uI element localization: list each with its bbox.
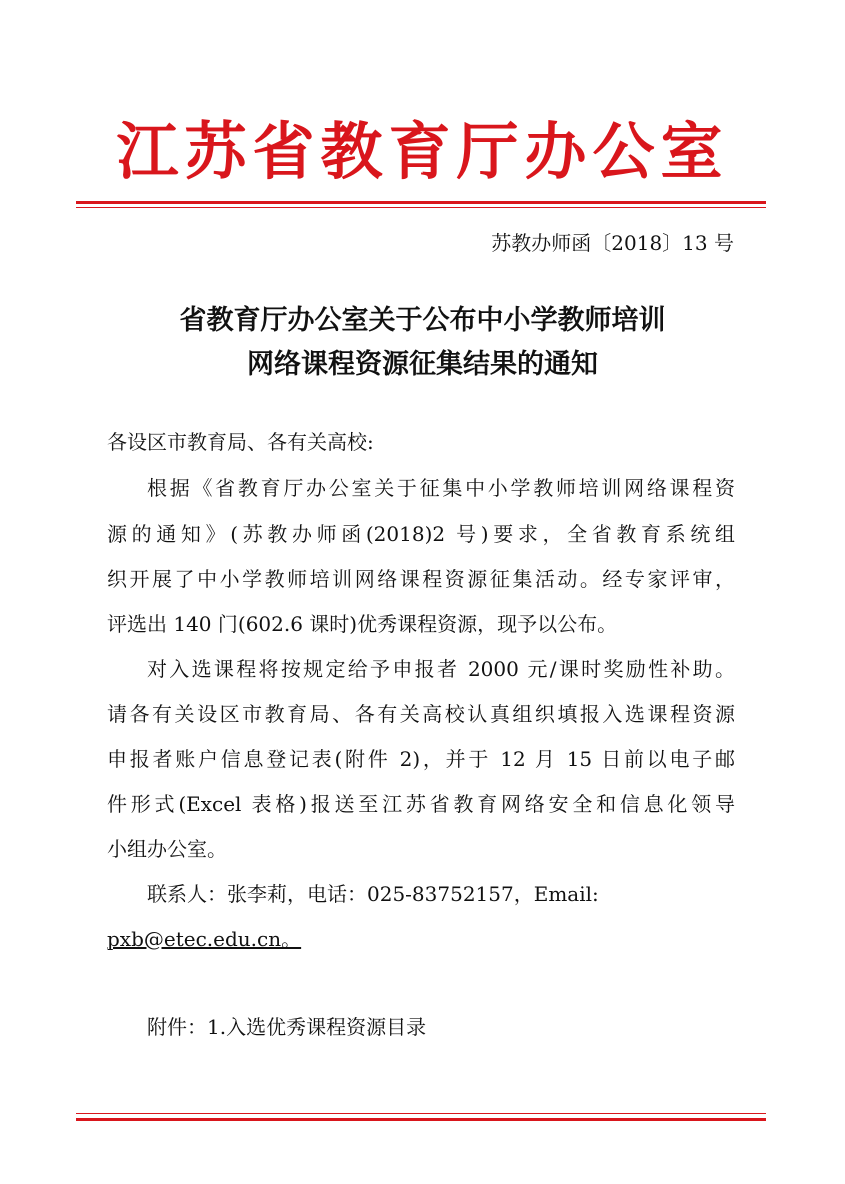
footer-rule-thick: [76, 1118, 766, 1121]
salutation: 各设区市教育局、各有关高校:: [107, 430, 374, 454]
body-line: 源的通知》(苏教办师函(2018)2 号)要求，全省教育系统组: [107, 522, 735, 546]
header-rule-thin: [76, 207, 766, 208]
body-line: 请各有关设区市教育局、各有关高校认真组织填报入选课程资源: [107, 702, 735, 726]
email-link[interactable]: pxb@etec.edu.cn。: [107, 927, 302, 951]
body-line: 对入选课程将按规定给予申报者 2000 元/课时奖励性补助。: [147, 657, 735, 681]
header-rule-thick: [76, 201, 766, 204]
document-number: 苏教办师函〔2018〕13 号: [491, 231, 734, 255]
document-title-line-2: 网络课程资源征集结果的通知: [247, 349, 598, 380]
body-line: 小组办公室。: [107, 837, 227, 861]
document-title-line-1: 省教育厅办公室关于公布中小学教师培训: [179, 305, 666, 336]
body-line: 件形式(Excel 表格)报送至江苏省教育网络安全和信息化领导: [107, 792, 735, 816]
body-line: 织开展了中小学教师培训网络课程资源征集活动。经专家评审，: [107, 567, 735, 591]
body-line: 评选出 140 门(602.6 课时)优秀课程资源，现予以公布。: [107, 612, 618, 636]
contact-line: 联系人：张李莉，电话：025-83752157，Email:: [147, 882, 599, 906]
footer-rule-thin: [76, 1113, 766, 1114]
body-line: 申报者账户信息登记表(附件 2)，并于 12 月 15 日前以电子邮: [107, 747, 735, 771]
contact-email: [107, 924, 735, 954]
masthead-title: 江苏省教育厅办公室: [116, 115, 729, 188]
body-line: 根据《省教育厅办公室关于征集中小学教师培训网络课程资: [147, 476, 735, 500]
attachment-line: 附件：1.入选优秀课程资源目录: [147, 1015, 427, 1039]
